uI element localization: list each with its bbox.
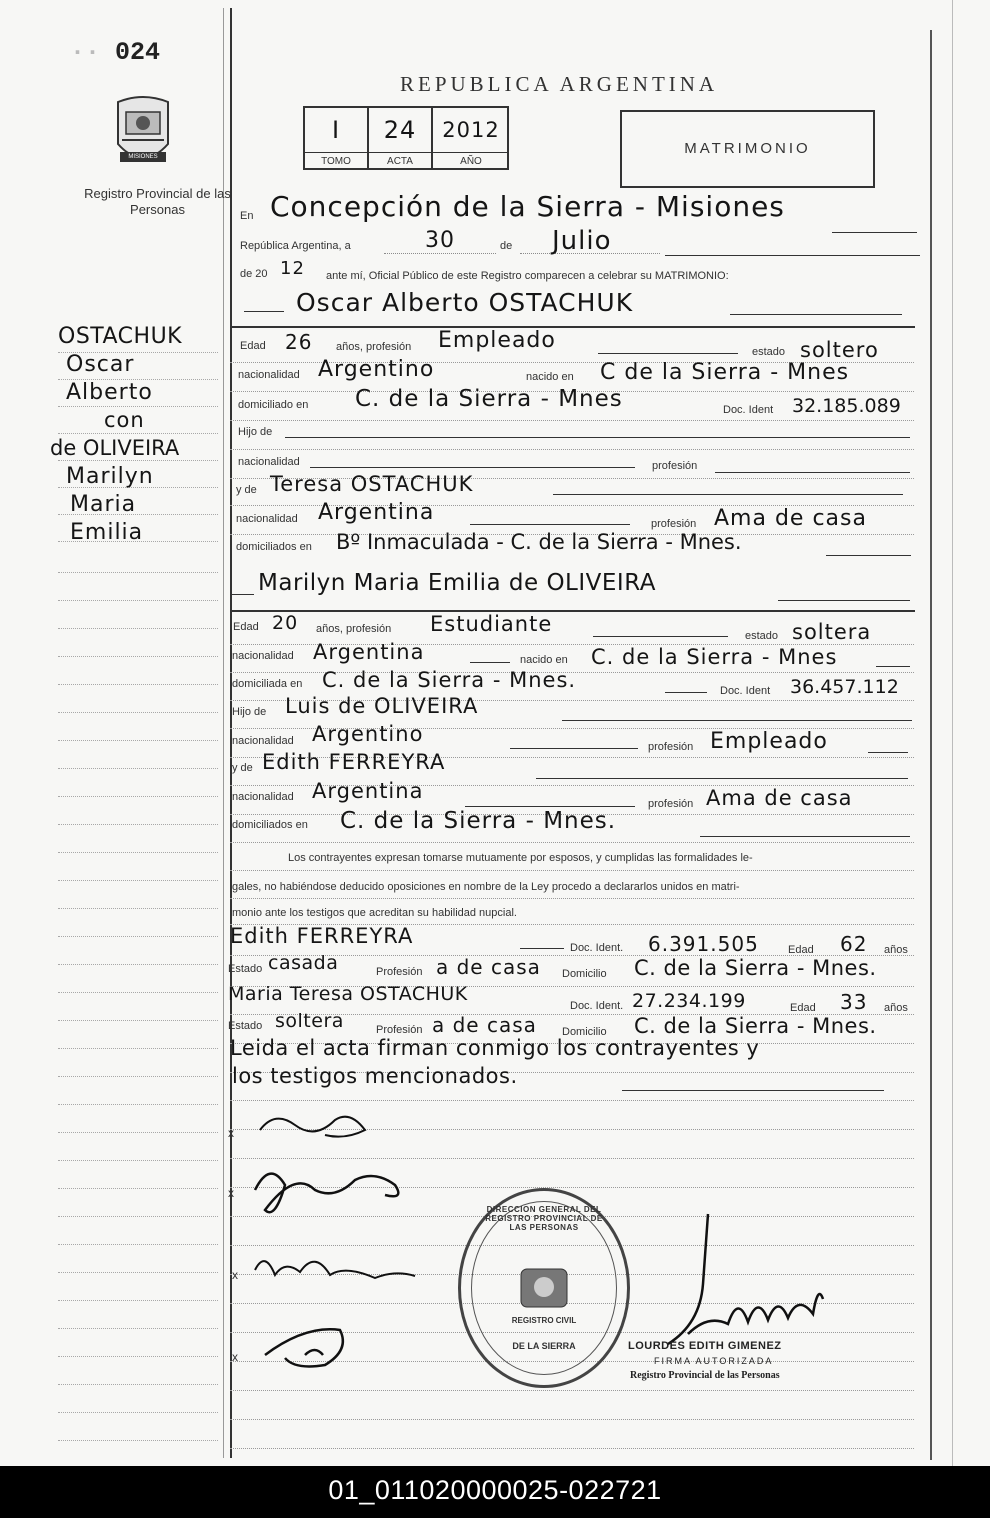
bride-mother-profession: Ama de casa <box>706 786 853 810</box>
year-prefix: de 20 <box>240 268 268 280</box>
groom-profession: Empleado <box>438 328 556 353</box>
bride-father-fill <box>562 720 912 721</box>
row-rule <box>230 1419 914 1420</box>
bride-age: 20 <box>272 612 299 634</box>
margin-rule <box>58 852 218 853</box>
witness-2-dom-label: Domicilio <box>562 1026 607 1038</box>
witness-2-estado: soltera <box>275 1010 344 1032</box>
bride-mother-nationality: Argentina <box>312 779 424 803</box>
witness-1-doc: 6.391.505 <box>648 932 759 956</box>
margin-rule <box>58 908 218 909</box>
groom-section-rule <box>230 326 915 328</box>
signature-mark: x <box>228 1126 234 1140</box>
bride-parents-dom-fill <box>700 836 910 837</box>
groom-mother-prof-label: profesión <box>651 518 697 530</box>
margin-rule <box>58 992 218 993</box>
margin-separator-inner <box>223 8 224 1458</box>
bride-domicile-fill <box>665 692 707 693</box>
margin-rule <box>58 1104 218 1105</box>
witness-1-prof-label: Profesión <box>376 966 423 978</box>
groom-lead-line <box>244 311 284 312</box>
margin-rule <box>58 572 218 573</box>
groom-parents-dom-fill <box>826 555 911 556</box>
witness-2-doc-label: Doc. Ident. <box>570 1000 624 1012</box>
groom-edad-label: Edad <box>240 340 266 352</box>
margin-rule <box>58 656 218 657</box>
tomo-label: TOMO <box>321 156 351 167</box>
groom-nacido-label: nacido en <box>526 371 574 383</box>
groom-dom-label: domiciliado en <box>238 399 309 411</box>
margin-note-line: de OLIVEIRA <box>50 436 180 460</box>
witness-1-age: 62 <box>840 932 868 956</box>
bride-mother-nac-fill <box>465 806 635 807</box>
right-border-line <box>930 30 932 1460</box>
witness-2-prof-label: Profesión <box>376 1024 423 1036</box>
declaration-line-1: Los contrayentes expresan tomarse mutuamente por esposos, y cumplidas las formalidades le- <box>288 852 753 864</box>
groom-father-prof-label: profesión <box>652 460 698 472</box>
tomo-value: I <box>331 116 341 144</box>
document-type: MATRIMONIO <box>684 140 811 157</box>
month-value: Julio <box>552 226 612 256</box>
groom-profession-fill <box>598 353 738 354</box>
margin-rule <box>58 1384 218 1385</box>
declaration-line-3: monio ante los testigos que acreditan su habilidad nupcial. <box>232 907 517 919</box>
bride-doc: 36.457.112 <box>790 676 899 698</box>
bride-father-prof-label: profesión <box>648 741 694 753</box>
bride-domicile: C. de la Sierra - Mnes. <box>322 668 577 692</box>
signature-mark: x <box>228 1186 234 1200</box>
margin-rule <box>58 1076 218 1077</box>
groom-hijo-label: Hijo de <box>238 426 273 438</box>
margin-rule <box>58 460 218 461</box>
margin-rule <box>58 1160 218 1161</box>
margin-rule <box>58 740 218 741</box>
bride-name: Marilyn Maria Emilia de OLIVEIRA <box>258 570 656 596</box>
declaration-line-2: gales, no habiéndose deducido oposiciones en nombre de la Ley procedo a declararlos unidos en matri- <box>232 881 740 893</box>
official-title: FIRMA AUTORIZADA <box>654 1356 774 1366</box>
groom-parents-dom-label: domiciliados en <box>236 541 312 553</box>
bride-nationality: Argentina <box>313 640 425 664</box>
groom-anos-label: años, profesión <box>336 341 412 353</box>
margin-note-line: OSTACHUK <box>58 324 183 349</box>
witness-1-estado-label: Estado <box>228 963 263 975</box>
witness-2-profession: a de casa <box>432 1013 537 1037</box>
row-rule <box>230 898 914 899</box>
country-title: REPUBLICA ARGENTINA <box>400 72 719 96</box>
groom-parents-domicile: Bº Inmaculada - C. de la Sierra - Mnes. <box>336 530 742 554</box>
bride-dom-label: domiciliada en <box>232 678 303 690</box>
republic-label: República Argentina, a <box>240 240 351 252</box>
witness-2-age: 33 <box>840 990 868 1014</box>
margin-rule <box>58 1300 218 1301</box>
seal-outer-text: DIRECCION GENERAL DEL REGISTRO PROVINCIAL DE LAS PERSONAS <box>485 1205 603 1232</box>
margin-note-line: Maria <box>70 492 137 517</box>
groom-name: Oscar Alberto OSTACHUK <box>296 288 634 317</box>
record-label-rule <box>303 152 509 153</box>
groom-mother-profession: Ama de casa <box>714 506 867 531</box>
margin-rule <box>58 1272 218 1273</box>
intro-sentence: ante mí, Oficial Público de este Registro comparecen a celebrar su MATRIMONIO: <box>326 270 729 282</box>
day-value: 30 <box>425 228 455 253</box>
witness-2-edad-label: Edad <box>790 1002 816 1014</box>
margin-rule <box>58 1048 218 1049</box>
groom-father-nac-fill <box>310 467 635 468</box>
bride-mother-fill <box>536 778 908 779</box>
bride-father-nac-fill <box>510 748 638 749</box>
crest-label: MISIONES <box>128 154 158 160</box>
place-fill-line <box>832 232 917 233</box>
margin-rule <box>58 964 218 965</box>
witness-1-estado: casada <box>268 952 339 974</box>
bride-edad-label: Edad <box>233 621 259 633</box>
margin-rule <box>58 1328 218 1329</box>
witness-1-profession: a de casa <box>436 955 541 979</box>
year-suffix: 12 <box>280 258 305 279</box>
groom-mother: Teresa OSTACHUK <box>270 472 474 496</box>
margin-note-line: Marilyn <box>66 464 154 489</box>
bride-father-profession: Empleado <box>710 729 828 754</box>
acta-label: ACTA <box>387 156 413 167</box>
registry-name: Registro Provincial de las Personas <box>84 186 231 217</box>
margin-rule <box>58 712 218 713</box>
bride-father-nationality: Argentino <box>312 722 424 746</box>
signature-mark: x <box>232 1268 238 1282</box>
bride-lead-line <box>232 594 254 595</box>
margin-rule <box>58 1216 218 1217</box>
groom-domicile: C. de la Sierra - Mnes <box>355 386 623 412</box>
month-fill-line <box>665 255 920 256</box>
groom-father-nac-label: nacionalidad <box>238 456 300 468</box>
official-signature-image <box>648 1204 838 1354</box>
row-rule <box>230 1448 914 1449</box>
page-edge-line <box>952 0 953 1466</box>
de-label: de <box>500 240 513 252</box>
bride-nac-label: nacionalidad <box>232 650 294 662</box>
official-registry: Registro Provincial de las Personas <box>630 1370 780 1381</box>
row-rule <box>230 842 914 843</box>
bride-section-rule <box>230 610 915 612</box>
witness-1-dom-label: Domicilio <box>562 968 607 980</box>
margin-rule <box>58 768 218 769</box>
anio-label: AÑO <box>460 156 482 167</box>
groom-mother-fill <box>553 494 903 495</box>
groom-age: 26 <box>285 330 313 354</box>
bride-anos-label: años, profesión <box>316 623 392 635</box>
margin-rule <box>58 1132 218 1133</box>
bride-birthplace: C. de la Sierra - Mnes <box>591 645 838 669</box>
groom-mother-nac-label: nacionalidad <box>236 513 298 525</box>
margin-note-line: Oscar <box>66 352 135 377</box>
anio-value: 2012 <box>442 118 500 142</box>
closing-line-1: Leida el acta firman conmigo los contrayentes y <box>230 1036 760 1060</box>
signature-mark: x <box>232 1350 238 1364</box>
closing-line-2: los testigos mencionados. <box>232 1064 518 1088</box>
witness-2-doc: 27.234.199 <box>632 990 746 1012</box>
witness-1-anos-label: años <box>884 944 908 956</box>
place-value: Concepción de la Sierra - Misiones <box>270 190 785 223</box>
bride-mother-label: y de <box>232 762 253 774</box>
witness-2-anos-label: años <box>884 1002 908 1014</box>
groom-name-fill <box>730 314 902 315</box>
groom-nationality: Argentino <box>318 357 435 382</box>
margin-note-line: con <box>104 408 145 432</box>
bride-father-nac-label: nacionalidad <box>232 735 294 747</box>
groom-mother-label: y de <box>236 484 257 496</box>
row-rule <box>230 449 914 450</box>
page-number: ·· 024 <box>70 38 161 67</box>
witness-1-edad-label: Edad <box>788 944 814 956</box>
bride-father: Luis de OLIVEIRA <box>285 694 479 718</box>
groom-birthplace: C de la Sierra - Mnes <box>600 360 850 385</box>
margin-rule <box>58 824 218 825</box>
margin-note-line: Emilia <box>70 520 144 545</box>
bride-nacido-label: nacido en <box>520 654 568 666</box>
bride-estado: soltera <box>792 620 872 644</box>
witness-1-name-fill <box>520 948 564 949</box>
groom-doc: 32.185.089 <box>792 395 901 417</box>
closing-fill-line <box>622 1090 884 1091</box>
seal-bottom-text: DE LA SIERRA <box>512 1341 576 1351</box>
margin-rule <box>58 406 218 407</box>
bride-parents-domicile: C. de la Sierra - Mnes. <box>340 808 617 834</box>
bride-name-fill <box>778 600 910 601</box>
witness-2-domicile: C. de la Sierra - Mnes. <box>634 1014 877 1038</box>
en-label: En <box>240 210 254 222</box>
groom-mother-nac-fill <box>470 524 630 525</box>
row-rule <box>230 420 914 421</box>
margin-rule <box>58 1440 218 1441</box>
signatures-image <box>245 1100 455 1400</box>
groom-nac-label: nacionalidad <box>238 369 300 381</box>
margin-rule <box>58 433 218 434</box>
groom-mother-nationality: Argentina <box>318 500 435 525</box>
margin-note-line: Alberto <box>66 380 153 405</box>
margin-rule <box>58 600 218 601</box>
registry-seal <box>458 1188 630 1388</box>
margin-rule <box>58 1188 218 1189</box>
file-id-footer: 01_011020000025-022721 <box>0 1466 990 1518</box>
margin-rule <box>58 1412 218 1413</box>
bride-mother-nac-label: nacionalidad <box>232 791 294 803</box>
witness-2-estado-label: Estado <box>228 1020 263 1032</box>
margin-rule <box>58 684 218 685</box>
witness-1-doc-label: Doc. Ident. <box>570 942 624 954</box>
bride-father-prof-fill <box>868 752 908 753</box>
groom-doc-label: Doc. Ident <box>723 404 774 416</box>
groom-father-prof-fill <box>715 472 910 473</box>
bride-mother: Edith FERREYRA <box>262 750 446 774</box>
groom-estado-label: estado <box>752 346 786 358</box>
witness-1-name: Edith FERREYRA <box>230 924 414 948</box>
margin-separator <box>230 8 232 1458</box>
bride-profession: Estudiante <box>430 612 553 636</box>
acta-value: 24 <box>383 116 417 144</box>
bride-profession-fill <box>593 636 728 637</box>
margin-rule <box>58 1356 218 1357</box>
bride-estado-label: estado <box>745 630 779 642</box>
margin-rule <box>58 796 218 797</box>
seal-inner-text: REGISTRO CIVIL <box>511 1316 577 1325</box>
bride-nationality-fill <box>470 662 510 663</box>
margin-rule <box>58 1244 218 1245</box>
official-name: LOURDES EDITH GIMENEZ <box>628 1340 782 1352</box>
margin-rule <box>58 628 218 629</box>
bride-birthplace-fill <box>876 666 910 667</box>
groom-estado: soltero <box>800 338 879 362</box>
witness-2-name: Maria Teresa OSTACHUK <box>228 983 468 1005</box>
province-crest-icon <box>108 94 178 176</box>
day-rule <box>384 253 496 254</box>
seal-crest-icon <box>513 1265 575 1311</box>
bride-parents-dom-label: domiciliados en <box>232 819 308 831</box>
row-rule <box>230 870 914 871</box>
margin-rule <box>58 936 218 937</box>
witness-1-domicile: C. de la Sierra - Mnes. <box>634 956 877 980</box>
bride-mother-prof-label: profesión <box>648 798 694 810</box>
groom-father-fill <box>285 437 910 438</box>
bride-hijo-label: Hijo de <box>232 706 267 718</box>
bride-doc-label: Doc. Ident <box>720 685 771 697</box>
margin-rule <box>58 1020 218 1021</box>
margin-rule <box>58 880 218 881</box>
